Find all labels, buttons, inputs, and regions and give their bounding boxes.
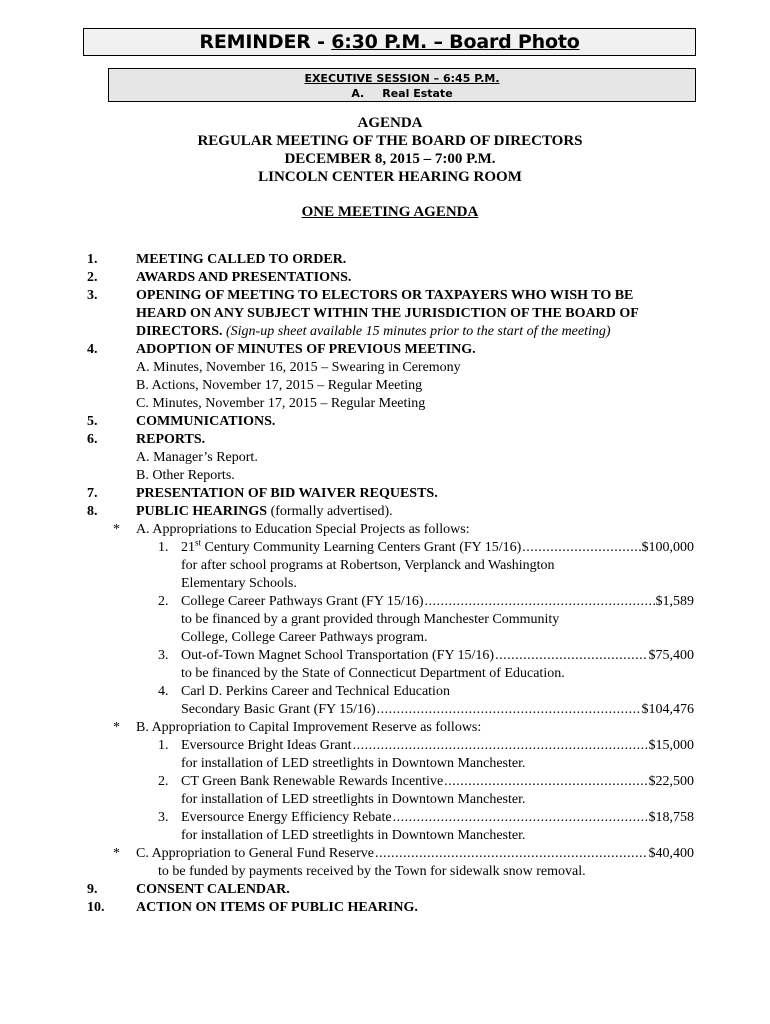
reminder-prefix: REMINDER - (199, 31, 332, 53)
item-number: 3. (87, 288, 98, 303)
reminder-highlight: 6:30 P.M. – Board Photo (331, 31, 580, 53)
dot-leader (495, 647, 647, 665)
sub-item-number: 3. (158, 810, 169, 825)
sub-item-description: to be financed by the State of Connecticut Department of Education. (181, 666, 565, 681)
sub-item-8a-1-line (181, 539, 694, 557)
sub-item-description: for installation of LED streetlights in Downtown Manchester. (181, 792, 526, 807)
sub-item-text: Out-of-Town Magnet School Transportation (FY 15/16) (181, 648, 495, 663)
item-number: 7. (87, 486, 98, 501)
item-text: REPORTS. (136, 432, 206, 447)
sub-item-description: to be financed by a grant provided through Manchester Community (181, 612, 560, 627)
amount: $104,476 (641, 702, 694, 717)
sub-item-text: C. Minutes, November 17, 2015 – Regular Meeting (136, 396, 426, 411)
item-number: 10. (87, 900, 105, 915)
sub-item-number: 1. (158, 540, 169, 555)
item-text: OPENING OF MEETING TO ELECTORS OR TAXPAYERS WHO WISH TO BE (136, 288, 634, 303)
amount: $1,589 (655, 594, 694, 609)
item-number: 9. (87, 882, 98, 897)
sub-item-number: 2. (158, 594, 169, 609)
meeting-date: DECEMBER 8, 2015 – 7:00 P.M. (284, 151, 496, 167)
star-marker: * (113, 846, 120, 861)
sub-item-description: to be funded by payments received by the Town for sidewalk snow removal. (158, 864, 586, 879)
item-text: DIRECTORS. (136, 324, 223, 339)
sub-item-8b-2-line (181, 773, 694, 791)
item-text: PUBLIC HEARINGS (136, 504, 268, 519)
sub-item-text: Eversource Energy Efficiency Rebate (181, 810, 392, 825)
reminder-banner (83, 28, 696, 56)
sub-item-text: College Career Pathways Grant (FY 15/16) (181, 594, 424, 609)
meeting-location: LINCOLN CENTER HEARING ROOM (258, 169, 522, 185)
sub-item-description: for after school programs at Robertson, Verplanck and Washington (181, 558, 555, 573)
item-text: HEARD ON ANY SUBJECT WITHIN THE JURISDICTION OF THE BOARD OF (136, 306, 639, 321)
item-text: AWARDS AND PRESENTATIONS. (136, 270, 352, 285)
dot-leader (522, 539, 640, 557)
sub-item-text-rest: Century Community Learning Centers Grant (FY 15/16) (201, 540, 522, 555)
item-text: ADOPTION OF MINUTES OF PREVIOUS MEETING. (136, 342, 476, 357)
amount: $15,000 (648, 738, 694, 753)
item-number: 8. (87, 504, 98, 519)
sub-item-text: A. Manager’s Report. (136, 450, 258, 465)
item-text: CONSENT CALENDAR. (136, 882, 290, 897)
agenda-header (0, 114, 770, 186)
star-marker: * (113, 522, 120, 537)
executive-session-title: EXECUTIVE SESSION – 6:45 P.M. (304, 72, 500, 85)
agenda-title: AGENDA (357, 115, 423, 131)
sub-item-description: College, College Career Pathways program. (181, 630, 428, 645)
amount: $40,400 (648, 846, 694, 861)
dot-leader (444, 773, 647, 791)
star-marker: * (113, 720, 120, 735)
item-number: 2. (87, 270, 98, 285)
sub-item-text: Eversource Bright Ideas Grant (181, 738, 352, 753)
item-number: 4. (87, 342, 98, 357)
dot-leader (375, 845, 648, 863)
item-note: (Sign-up sheet available 15 minutes prior to the start of the meeting) (226, 324, 611, 339)
dot-leader (393, 809, 648, 827)
sub-item-8a-2-line (181, 593, 694, 611)
item-text: ACTION ON ITEMS OF PUBLIC HEARING. (136, 900, 418, 915)
sub-item-description: Elementary Schools. (181, 576, 297, 591)
executive-session-item-label: Real Estate (382, 87, 453, 100)
one-meeting-heading: ONE MEETING AGENDA (301, 204, 479, 220)
sub-item-8c-line (136, 845, 694, 863)
amount: $100,000 (641, 540, 694, 555)
item-number: 1. (87, 252, 98, 267)
sub-item-text: Secondary Basic Grant (FY 15/16) (181, 702, 376, 717)
dot-leader (353, 737, 648, 755)
sub-item-text: CT Green Bank Renewable Rewards Incentive (181, 774, 444, 789)
ordinal-suffix: st (195, 537, 202, 548)
amount: $18,758 (648, 810, 694, 825)
item-text: PRESENTATION OF BID WAIVER REQUESTS. (136, 486, 438, 501)
item-text: COMMUNICATIONS. (136, 414, 276, 429)
sub-item-description: for installation of LED streetlights in Downtown Manchester. (181, 756, 526, 771)
item-note: (formally advertised). (267, 504, 393, 519)
sub-item-number: 4. (158, 684, 169, 699)
dot-leader (377, 701, 641, 719)
executive-session-item-letter: A. (351, 87, 365, 100)
item-number: 6. (87, 432, 98, 447)
executive-session-box (108, 68, 696, 102)
item-text: MEETING CALLED TO ORDER. (136, 252, 347, 267)
sub-item-8a-3-line (181, 647, 694, 665)
sub-item-text: 21 (181, 540, 195, 555)
sub-item-number: 2. (158, 774, 169, 789)
sub-item-8a-4-line (181, 701, 694, 719)
sub-item-text: A. Minutes, November 16, 2015 – Swearing in Ceremony (136, 360, 461, 375)
item-number: 5. (87, 414, 98, 429)
amount: $75,400 (648, 648, 694, 663)
dot-leader (424, 593, 654, 611)
sub-item-text: B. Appropriation to Capital Improvement Reserve as follows: (136, 720, 482, 735)
sub-item-number: 3. (158, 648, 169, 663)
sub-item-text: B. Actions, November 17, 2015 – Regular Meeting (136, 378, 423, 393)
sub-item-text: A. Appropriations to Education Special Projects as follows: (136, 522, 470, 537)
sub-item-text: B. Other Reports. (136, 468, 235, 483)
sub-item-8b-3-line (181, 809, 694, 827)
sub-item-8b-1-line (181, 737, 694, 755)
meeting-name: REGULAR MEETING OF THE BOARD OF DIRECTORS (197, 133, 583, 149)
sub-item-text: C. Appropriation to General Fund Reserve (136, 846, 374, 861)
sub-item-description: for installation of LED streetlights in Downtown Manchester. (181, 828, 526, 843)
sub-item-number: 1. (158, 738, 169, 753)
sub-item-text: Carl D. Perkins Career and Technical Education (181, 684, 450, 699)
amount: $22,500 (648, 774, 694, 789)
